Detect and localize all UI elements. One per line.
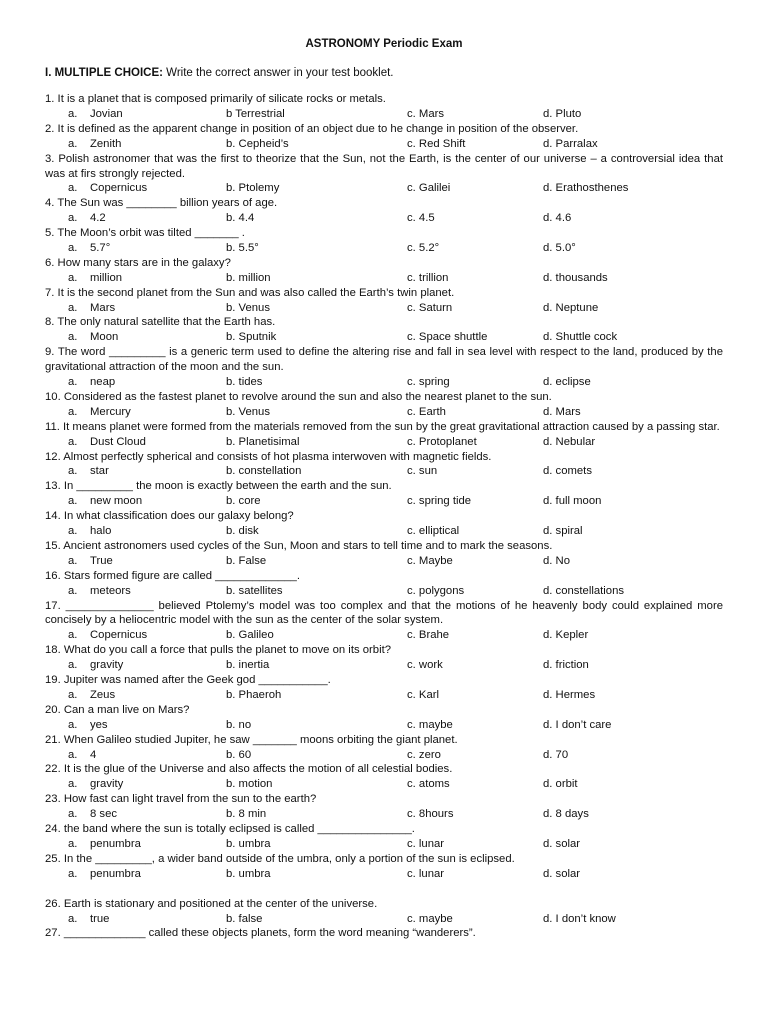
option-a-letter: a. [68,718,78,731]
question-item [45,286,723,316]
option-a [68,241,110,256]
question-text: 22. It is the glue of the Universe and also affects the motion of all celestial bodies. [45,763,453,776]
option-a-letter: a. [68,376,78,389]
option-a [68,375,115,390]
question-item [45,345,723,390]
option-a-letter: a. [68,808,78,821]
question-item [45,822,723,852]
question-list [45,92,723,941]
option-b: b. 60 [226,748,252,761]
option-b: b. motion [226,778,273,791]
answer-options [45,837,723,852]
question-item [45,569,723,599]
question-item [45,673,723,703]
option-d: d. Erathosthenes [543,182,629,195]
question-item [45,196,723,226]
option-a [68,777,123,792]
question-item [45,762,723,792]
option-a [68,688,115,703]
option-a-letter: a. [68,778,78,791]
option-c: c. Galilei [407,182,451,195]
option-a-text: Mars [90,301,116,314]
option-c: c. work [407,659,443,672]
option-a-letter: a. [68,331,78,344]
answer-options [45,628,723,643]
option-a-letter: a. [68,182,78,195]
option-c: c. Saturn [407,301,453,314]
question-text: 14. In what classification does our galaxy belong? [45,510,294,523]
option-a-letter: a. [68,688,78,701]
answer-options [45,464,723,479]
option-c: c. maybe [407,718,453,731]
option-c: c. Brahe [407,629,450,642]
option-d: d. full moon [543,495,602,508]
option-b: b. core [226,495,261,508]
option-a-text: Mercury [90,405,131,418]
question-text: 4. The Sun was ________ billion years of age. [45,197,278,210]
option-d: d. Pluto [543,107,582,120]
option-a [68,837,141,852]
question-text: 16. Stars formed figure are called _____________. [45,569,300,582]
question-text: 11. It means planet were formed from the materials removed from the sun by the great gravitational attraction caused by a passing star. [45,420,720,433]
option-d: d. eclipse [543,376,591,389]
option-d: d. Nebular [543,435,596,448]
option-a-text: Zenith [90,137,122,150]
question-text: 9. The word _________ is a generic term used to define the altering rise and fall in sea level with respect to the land, produced by the gravitational attraction of the moon and the sun. [45,346,723,374]
instruction-text: Write the correct answer in your test booklet. [162,67,394,79]
option-a-text: penumbra [90,837,141,850]
option-a [68,807,117,822]
question-text: 23. How fast can light travel from the sun to the earth? [45,793,317,806]
option-a [68,554,113,569]
option-a [68,628,147,643]
option-a-text: true [90,912,110,925]
question-item [45,643,723,673]
answer-options [45,211,723,226]
answer-options [45,748,723,763]
option-b: b. false [226,912,263,925]
option-d: d. thousands [543,271,608,284]
exam-title: ASTRONOMY Periodic Exam [305,38,463,50]
option-d: d. 4.6 [543,212,572,225]
option-b: b. 8 min [226,808,267,821]
option-d: d. Shuttle cock [543,331,618,344]
question-text: 26. Earth is stationary and positioned at the center of the universe. [45,897,378,910]
question-item [45,852,723,882]
question-text: 8. The only natural satellite that the Earth has. [45,316,276,329]
option-a [68,211,106,226]
option-c: c. maybe [407,912,453,925]
option-b: b. Galileo [226,629,274,642]
answer-options [45,807,723,822]
option-c: c. sun [407,465,438,478]
answer-options [45,584,723,599]
option-d: d. comets [543,465,592,478]
blank-line [45,882,723,897]
option-a-text: 8 sec [90,808,118,821]
question-item [45,599,723,644]
option-a [68,718,108,733]
option-d: d. 70 [543,748,569,761]
option-a-letter: a. [68,748,78,761]
option-c: c. Maybe [407,554,453,567]
option-a [68,405,131,420]
option-c: c. elliptical [407,525,460,538]
option-a-text: Dust Cloud [90,435,146,448]
option-a-letter: a. [68,435,78,448]
option-c: c. 8hours [407,808,454,821]
option-a-text: gravity [90,659,124,672]
question-text: 24. the band where the sun is totally eclipsed is called _______________. [45,823,415,836]
answer-options [45,137,723,152]
option-a-letter: a. [68,107,78,120]
question-item [45,509,723,539]
option-a [68,181,147,196]
option-b: b. Venus [226,301,270,314]
option-a-text: halo [90,525,112,538]
option-b: b. no [226,718,252,731]
answer-options [45,494,723,509]
question-text: 13. In _________ the moon is exactly between the earth and the sun. [45,480,392,493]
option-a-text: 4.2 [90,212,106,225]
question-item [45,315,723,345]
question-text: 5. The Moon’s orbit was tilted _______ . [45,227,245,240]
question-text: 6. How many stars are in the galaxy? [45,256,231,269]
option-d: d. Kepler [543,629,589,642]
question-text: 25. In the _________, a wider band outside of the umbra, only a portion of the sun is eclipsed. [45,852,515,865]
answer-options [45,718,723,733]
question-item [45,897,723,927]
answer-options [45,181,723,196]
option-d: d. Hermes [543,688,596,701]
option-a-letter: a. [68,212,78,225]
option-a-letter: a. [68,584,78,597]
option-d: d. I don’t know [543,912,616,925]
option-a-letter: a. [68,405,78,418]
option-a-text: True [90,554,113,567]
option-a-text: million [90,271,123,284]
option-a [68,867,141,882]
option-a-text: 4 [90,748,97,761]
question-text: 1. It is a planet that is composed primarily of silicate rocks or metals. [45,93,386,105]
option-c: c. spring [407,376,450,389]
answer-options [45,867,723,882]
option-a-text: star [90,465,109,478]
question-item [45,926,723,941]
option-a-text: penumbra [90,867,141,880]
question-item [45,390,723,420]
option-a [68,658,123,673]
option-c: c. atoms [407,778,450,791]
option-b: b. 5.5° [226,242,259,254]
question-text: 2. It is defined as the apparent change in position of an object due to he change in position of the observer. [45,122,579,135]
answer-options [45,375,723,390]
question-text: 17. ______________ believed Ptolemy’s model was too complex and that the motions of he heavenly body could explained more concisely by a heliocentric model with the sun as the center of the solar system. [45,599,723,627]
option-a-text: Copernicus [90,182,148,195]
question-text: 27. _____________ called these objects planets, form the word meaning “wanderers”. [45,927,476,940]
option-b: b. Phaeroh [226,688,282,701]
option-b: b. umbra [226,837,271,850]
option-a [68,271,122,286]
option-a-letter: a. [68,554,78,567]
option-d: d. Parralax [543,137,598,150]
question-item [45,152,723,197]
option-c: c. Mars [407,107,445,120]
option-a [68,435,146,450]
answer-options [45,524,723,539]
question-text: 3. Polish astronomer that was the first to theorize that the Sun, not the Earth, is the center of our universe – a controversial idea that was at firs strongly rejected. [45,152,723,180]
option-a-letter: a. [68,525,78,538]
answer-options [45,658,723,673]
option-d: d. constellations [543,584,625,597]
option-d: d. orbit [543,778,578,791]
question-item [45,122,723,152]
option-c: c. Protoplanet [407,435,477,448]
option-a-text: Moon [90,331,119,344]
option-d: d. spiral [543,525,583,538]
option-c: c. polygons [407,584,465,597]
option-d: d. 8 days [543,808,589,821]
option-c: c. 5.2° [407,242,440,254]
question-item [45,703,723,733]
option-b: b. constellation [226,465,302,478]
option-a [68,107,123,122]
question-text: 18. What do you call a force that pulls the planet to move on its orbit? [45,644,392,657]
option-a-letter: a. [68,659,78,672]
option-c: c. Space shuttle [407,331,488,344]
option-a [68,330,118,345]
option-a-letter: a. [68,912,78,925]
option-b: b. Sputnik [226,331,277,344]
answer-options [45,405,723,420]
option-b: b. Cepheid’s [226,137,289,150]
option-a-text: yes [90,718,108,731]
section-instruction [45,67,394,79]
question-text: 21. When Galileo studied Jupiter, he saw _______ moons orbiting the giant planet. [45,733,458,746]
option-a [68,748,96,763]
option-b: b. inertia [226,659,270,672]
option-b: b. satellites [226,584,283,597]
question-item [45,92,723,122]
option-a-text: new moon [90,495,143,508]
option-a-text: neap [90,376,116,389]
question-text: 20. Can a man live on Mars? [45,703,190,716]
question-item [45,792,723,822]
question-item [45,226,723,256]
question-text: 19. Jupiter was named after the Geek god ___________. [45,674,331,687]
question-item [45,450,723,480]
answer-options [45,241,723,256]
option-a [68,464,109,479]
option-b: b. Ptolemy [226,182,280,195]
option-b: b. umbra [226,867,271,880]
option-d: d. 5.0° [543,242,576,254]
option-d: d. Mars [543,405,581,418]
option-d: d. Neptune [543,301,599,314]
option-a [68,301,115,316]
option-a-text: Zeus [90,688,116,701]
answer-options [45,912,723,927]
answer-options [45,688,723,703]
option-a-letter: a. [68,837,78,850]
option-c: c. Red Shift [407,137,466,150]
option-d: d. solar [543,837,581,850]
question-item [45,479,723,509]
section-label: I. MULTIPLE CHOICE: [45,67,163,79]
answer-options [45,271,723,286]
option-b: b. Planetisimal [226,435,300,448]
option-a-text: 5.7° [90,242,111,254]
option-a-letter: a. [68,867,78,880]
option-c: c. 4.5 [407,212,435,225]
option-c: c. trillion [407,271,449,284]
option-d: d. solar [543,867,581,880]
option-a-letter: a. [68,137,78,150]
option-a-letter: a. [68,495,78,508]
question-text: 10. Considered as the fastest planet to revolve around the sun and also the nearest planet to the sun. [45,390,552,403]
option-a-letter: a. [68,465,78,478]
question-item [45,256,723,286]
option-a-letter: a. [68,629,78,642]
question-text: 15. Ancient astronomers used cycles of the Sun, Moon and stars to tell time and to mark the seasons. [45,539,553,552]
option-a-letter: a. [68,242,78,254]
question-text: 7. It is the second planet from the Sun and was also called the Earth’s twin planet. [45,286,455,299]
option-a-text: meteors [90,584,131,597]
option-d: d. I don’t care [543,718,612,731]
option-a-letter: a. [68,271,78,284]
option-a [68,524,111,539]
question-item [45,733,723,763]
question-text: 12. Almost perfectly spherical and consists of hot plasma interwoven with magnetic fields. [45,450,492,463]
option-a [68,912,109,927]
option-d: d. friction [543,659,589,672]
option-c: c. lunar [407,837,445,850]
option-a-text: gravity [90,778,124,791]
option-a-text: Copernicus [90,629,148,642]
option-b: b Terrestrial [226,107,285,120]
answer-options [45,554,723,569]
answer-options [45,107,723,122]
option-a [68,494,142,509]
option-b: b. disk [226,525,259,538]
option-c: c. spring tide [407,495,472,508]
option-a [68,137,121,152]
option-d: d. No [543,554,571,567]
option-c: c. lunar [407,867,445,880]
option-b: b. tides [226,376,263,389]
option-a [68,584,131,599]
option-b: b. False [226,554,267,567]
answer-options [45,777,723,792]
option-a-text: Jovian [90,107,123,120]
answer-options [45,301,723,316]
option-a-letter: a. [68,301,78,314]
answer-options [45,435,723,450]
option-c: c. Earth [407,405,446,418]
option-b: b. 4.4 [226,212,255,225]
option-c: c. Karl [407,688,440,701]
answer-options [45,330,723,345]
question-item [45,539,723,569]
question-item [45,420,723,450]
option-b: b. million [226,271,271,284]
option-b: b. Venus [226,405,270,418]
option-c: c. zero [407,748,441,761]
